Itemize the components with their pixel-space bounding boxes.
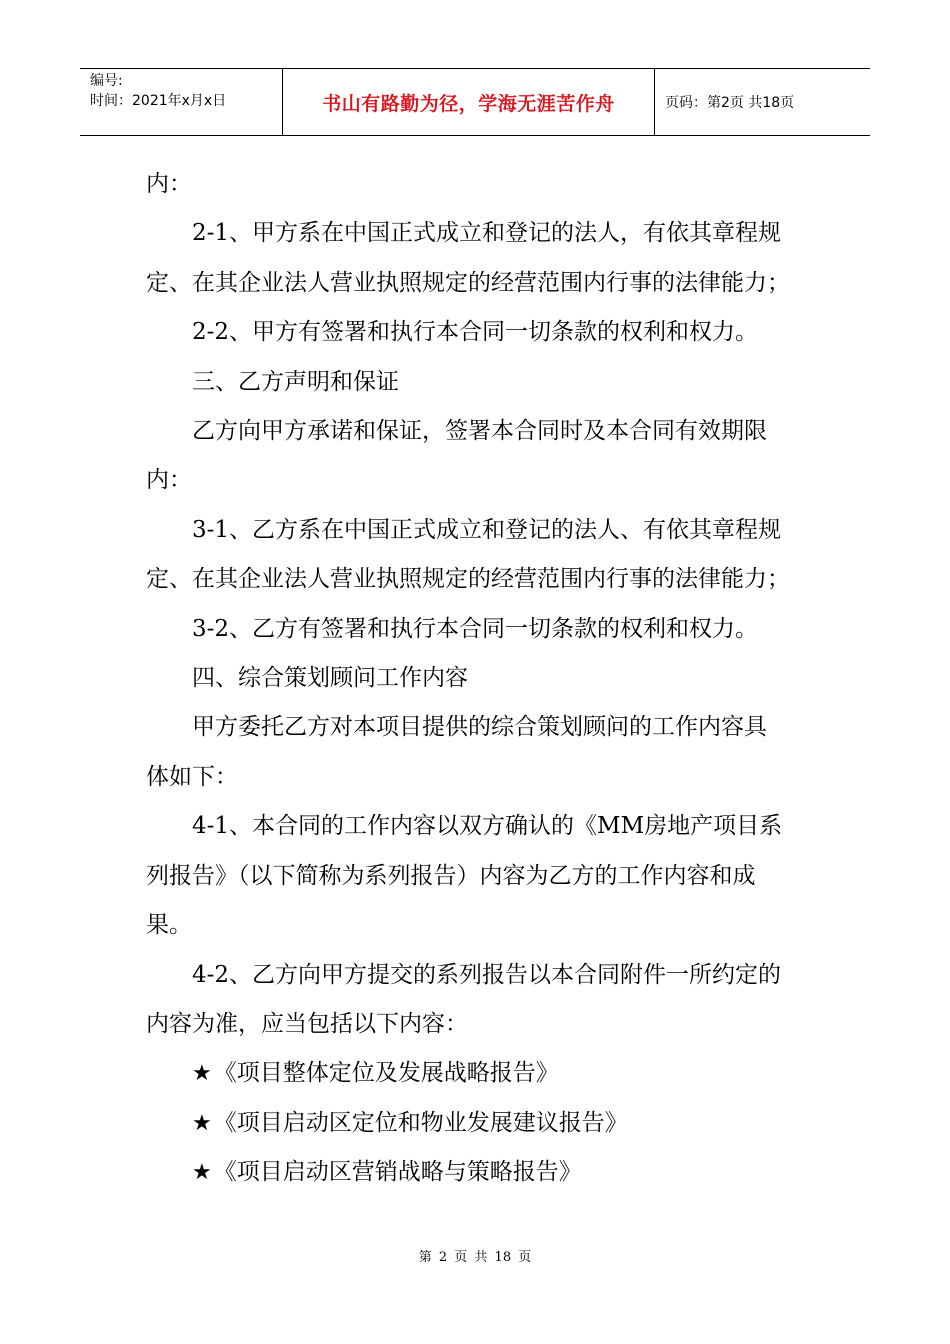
list-item [146,1099,808,1148]
page-header [80,68,870,136]
list-item [146,1049,808,1098]
header-page-info: 页码：第2页 共18页 [665,95,795,111]
star-icon: ★ [192,1061,212,1087]
section-heading: 四、综合策划顾问工作内容 [192,665,468,692]
section-heading: 三、乙方声明和保证 [192,368,399,395]
paragraph-line: 内： [146,467,192,494]
paragraph-line: 果。 [146,912,192,939]
list-item-text: 《项目启动区定位和物业发展建议报告》 [213,1109,628,1136]
paragraph-line: 体如下： [146,763,238,790]
header-motto: 书山有路勤为径，学海无涯苦作舟 [282,69,655,135]
document-number-label: 编号: [90,73,123,89]
paragraph-line: 甲方委托乙方对本项目提供的综合策划顾问的工作内容具 [192,714,767,741]
paragraph-line: 列报告》（以下简称为系列报告）内容为乙方的工作内容和成 [146,862,756,889]
paragraph-line: 4-1、本合同的工作内容以双方确认的《MM房地产项目系 [192,813,783,840]
list-item-text: 《项目启动区营销战略与策略报告》 [213,1159,582,1186]
paragraph-line: 2-1、甲方系在中国正式成立和登记的法人，有依其章程规 [192,220,782,247]
paragraph-line: 3-1、乙方系在中国正式成立和登记的法人、有依其章程规 [192,516,782,543]
paragraph-line: 2-2、甲方有签署和执行本合同一切条款的权利和权力。 [192,319,759,346]
document-body [146,160,808,1198]
paragraph-line: 乙方向甲方承诺和保证，签署本合同时及本合同有效期限 [192,418,767,445]
paragraph-line: 3-2、乙方有签署和执行本合同一切条款的权利和权力。 [192,615,759,642]
paragraph-line: 4-2、乙方向甲方提交的系列报告以本合同附件一所约定的 [192,961,782,988]
paragraph-line: 内容为准，应当包括以下内容： [146,1010,468,1037]
paragraph-line: 定、在其企业法人营业执照规定的经营范围内行事的法律能力； [146,269,790,296]
page-footer: 第 2 页 共 18 页 [418,1250,532,1265]
paragraph-line: 内： [146,171,192,197]
header-meta [80,69,282,135]
document-date: 时间：2021年x月x日 [90,93,227,109]
star-icon: ★ [192,1160,212,1186]
list-item [146,1148,808,1197]
paragraph-line: 定、在其企业法人营业执照规定的经营范围内行事的法律能力； [146,566,790,593]
star-icon: ★ [192,1110,212,1136]
list-item-text: 《项目整体定位及发展战略报告》 [213,1060,559,1087]
